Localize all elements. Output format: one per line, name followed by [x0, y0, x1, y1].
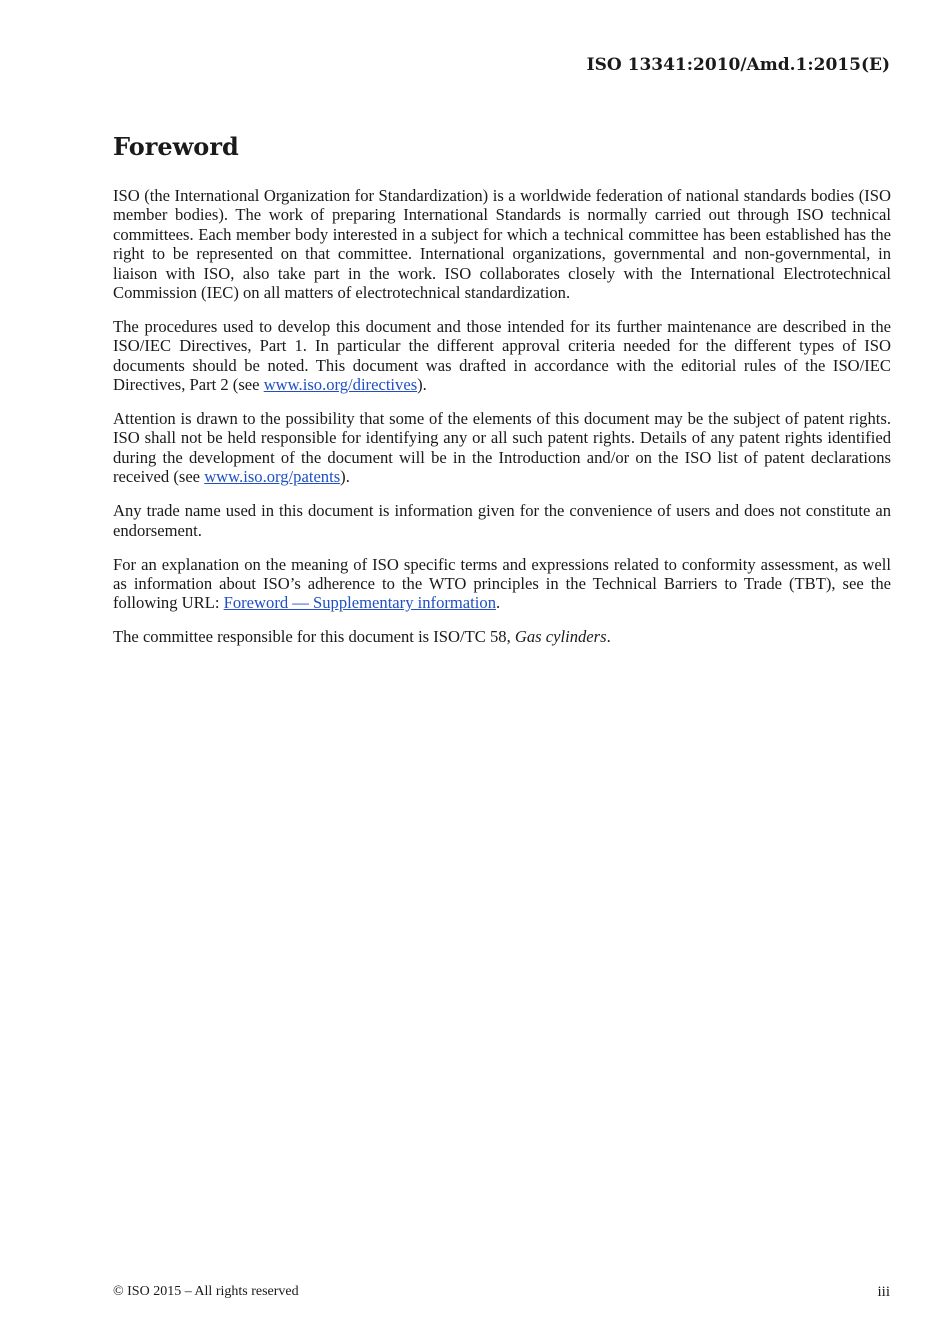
patents-link[interactable]: www.iso.org/patents [204, 467, 341, 487]
paragraph-text: . [606, 627, 611, 647]
supplementary-information-link[interactable]: Foreword — Supplementary information [223, 593, 496, 613]
paragraph-text: ISO (the International Organization for Standardization) is a worldwide federation of national standards bodies (ISO member bodies). The work of preparing International Standards is normally carried out through ISO technical committees. Each member body interested in a subject for which a technical committee has been established has the right to be represented on that committee. International organizations, governmental and non-governmental, in liaison with ISO, also take part in the work. ISO collaborates closely with the International Electrotechnical Commission (IEC) on all matters of electrotechnical standardization. [113, 186, 891, 303]
page-number: iii [877, 1284, 890, 1300]
copyright-notice: © ISO 2015 – All rights reserved [113, 1284, 299, 1299]
page-title: Foreword [113, 132, 239, 161]
paragraph-text: Any trade name used in this document is information given for the convenience of users and does not constitute an endorsement. [113, 501, 891, 540]
paragraph-text: ). [417, 375, 427, 395]
paragraph-text: . [496, 593, 501, 613]
foreword-body [113, 186, 891, 661]
committee-title: Gas cylinders [514, 627, 607, 647]
directives-link[interactable]: www.iso.org/directives [263, 375, 418, 395]
paragraph-committee [113, 627, 891, 646]
paragraph-trade-name [113, 501, 891, 540]
document-identifier: ISO 13341:2010/Amd.1:2015(E) [586, 55, 890, 75]
paragraph-text: Attention is drawn to the possibility that some of the elements of this document may be the subject of patent rights. ISO shall not be held responsible for identifying any or all such patent rights. Details of any patent rights identified during the development of the document will be in the Introduction and/or on the ISO list of patent declarations received (see [113, 409, 891, 487]
paragraph-iso-description [113, 186, 891, 302]
paragraph-patent-rights [113, 409, 891, 487]
paragraph-text: For an explanation on the meaning of ISO specific terms and expressions related to conformity assessment, as well as information about ISO’s adherence to the WTO principles in the Technical Barriers to Trade (TBT), see the following URL: [113, 554, 891, 613]
paragraph-conformity [113, 555, 891, 613]
paragraph-text: The committee responsible for this document is ISO/TC 58, [113, 627, 515, 647]
paragraph-text: The procedures used to develop this document and those intended for its further maintenance are described in the ISO/IEC Directives, Part 1. In particular the different approval criteria needed for the different types of ISO documents should be noted. This document was drafted in accordance with the editorial rules of the ISO/IEC Directives, Part 2 (see [113, 316, 891, 395]
paragraph-text: ). [340, 467, 350, 487]
paragraph-procedures [113, 317, 891, 395]
